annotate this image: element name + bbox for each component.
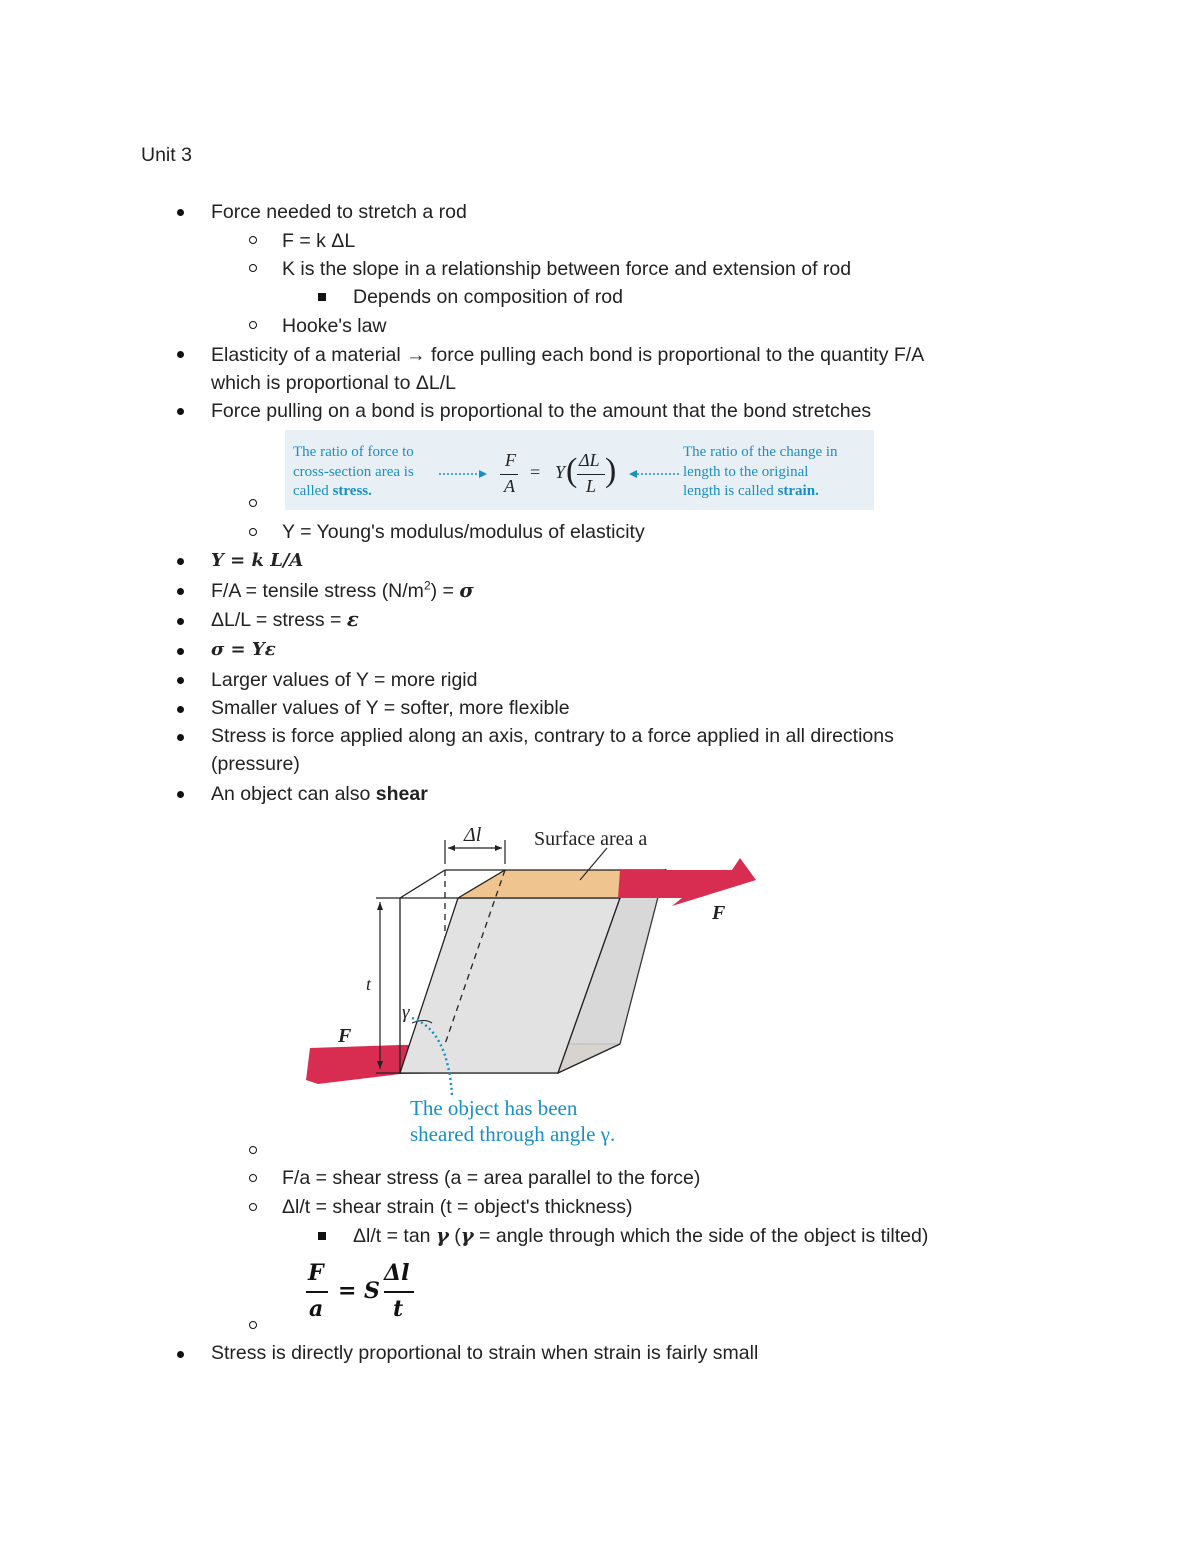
bullet-dot — [177, 209, 184, 216]
sub-sub-bullet-square — [318, 1232, 326, 1240]
list-item: Stress is force applied along an axis, contrary to a force applied in all directions — [211, 725, 894, 747]
list-item: F/a = shear stress (a = area parallel to the force) — [282, 1167, 701, 1189]
strain-caption-line: length to the original — [683, 463, 809, 480]
list-item: F = k ΔL — [282, 230, 356, 252]
list-item: Y = Young's modulus/modulus of elasticity — [282, 521, 645, 543]
bullet-dot — [177, 677, 184, 684]
list-item: Δl/t = shear strain (t = object's thickness) — [282, 1196, 633, 1218]
sub-bullet-circle — [249, 528, 257, 536]
list-item: Depends on composition of rod — [353, 286, 623, 308]
sub-bullet-circle — [249, 1203, 257, 1211]
list-item: Larger values of Y = more rigid — [211, 669, 478, 691]
gamma-label: γ — [402, 1002, 410, 1023]
sub-bullet-circle — [249, 1146, 257, 1154]
delta-l-label: Δl — [464, 824, 482, 846]
shear-figure — [300, 818, 780, 1154]
list-item: An object can also shear — [211, 783, 428, 805]
strain-caption-line: length is called strain. — [683, 483, 819, 499]
right-pointer-arrow — [627, 468, 683, 480]
bullet-dot — [177, 1351, 184, 1358]
force-right-label: F — [712, 902, 726, 924]
list-item: Smaller values of Y = softer, more flexible — [211, 697, 570, 719]
stress-caption-line: cross-section area is — [293, 463, 414, 480]
list-item: Hooke's law — [282, 315, 387, 337]
bullet-dot — [177, 351, 184, 358]
list-item: Δl/t = tan γ (γ = angle through which the side of the object is tilted) — [353, 1224, 929, 1247]
list-item: Elasticity of a material → force pulling each bond is proportional to the quantity F/A — [211, 344, 925, 366]
list-item: Force pulling on a bond is proportional to the amount that the bond stretches — [211, 400, 872, 422]
list-item: σ = Yε — [211, 639, 276, 660]
sub-bullet-circle — [249, 499, 257, 507]
left-pointer-arrow — [437, 468, 489, 480]
stress-caption-line: called stress. — [293, 483, 372, 499]
list-item-continuation: (pressure) — [211, 753, 300, 775]
list-item: Force needed to stretch a rod — [211, 201, 467, 223]
list-item-continuation: which is proportional to ΔL/L — [211, 372, 456, 394]
sub-bullet-circle — [249, 264, 257, 272]
sub-bullet-circle — [249, 1321, 257, 1329]
stress-caption-line: The ratio of force to — [293, 444, 414, 460]
sub-bullet-circle — [249, 236, 257, 244]
sub-sub-bullet-square — [318, 293, 326, 301]
list-item: ΔL/L = stress = ε — [211, 608, 359, 631]
thickness-label: t — [366, 974, 372, 994]
list-item: Y = k L/A — [211, 550, 304, 571]
bullet-dot — [177, 734, 184, 741]
bullet-dot — [177, 588, 184, 595]
bullet-dot — [177, 648, 184, 655]
bullet-dot — [177, 558, 184, 565]
strain-caption-line: The ratio of the change in — [683, 444, 838, 460]
list-item: K is the slope in a relationship between force and extension of rod — [282, 258, 852, 280]
bullet-dot — [177, 791, 184, 798]
force-left-label: F — [338, 1025, 352, 1047]
shear-caption-line: The object has been — [410, 1096, 578, 1120]
page-title: Unit 3 — [141, 144, 192, 166]
shear-caption-line: sheared through angle γ. — [410, 1122, 616, 1146]
surface-area-label: Surface area a — [534, 828, 648, 850]
list-item: F/A = tensile stress $(N/m^2) = \sigma$ — [211, 578, 474, 602]
bullet-dot — [177, 706, 184, 713]
bullet-dot — [177, 408, 184, 415]
sub-bullet-circle — [249, 1174, 257, 1182]
shear-formula: F a = S Δl t — [300, 1258, 430, 1328]
bullet-dot — [177, 618, 184, 625]
stress-strain-figure: The ratio of force to cross-section area is called stress. F A = Y ( ΔL L ) The ratio of the change in length to the original length is called strain. — [285, 430, 874, 510]
sub-bullet-circle — [249, 321, 257, 329]
list-item: Stress is directly proportional to strain when strain is fairly small — [211, 1342, 759, 1364]
